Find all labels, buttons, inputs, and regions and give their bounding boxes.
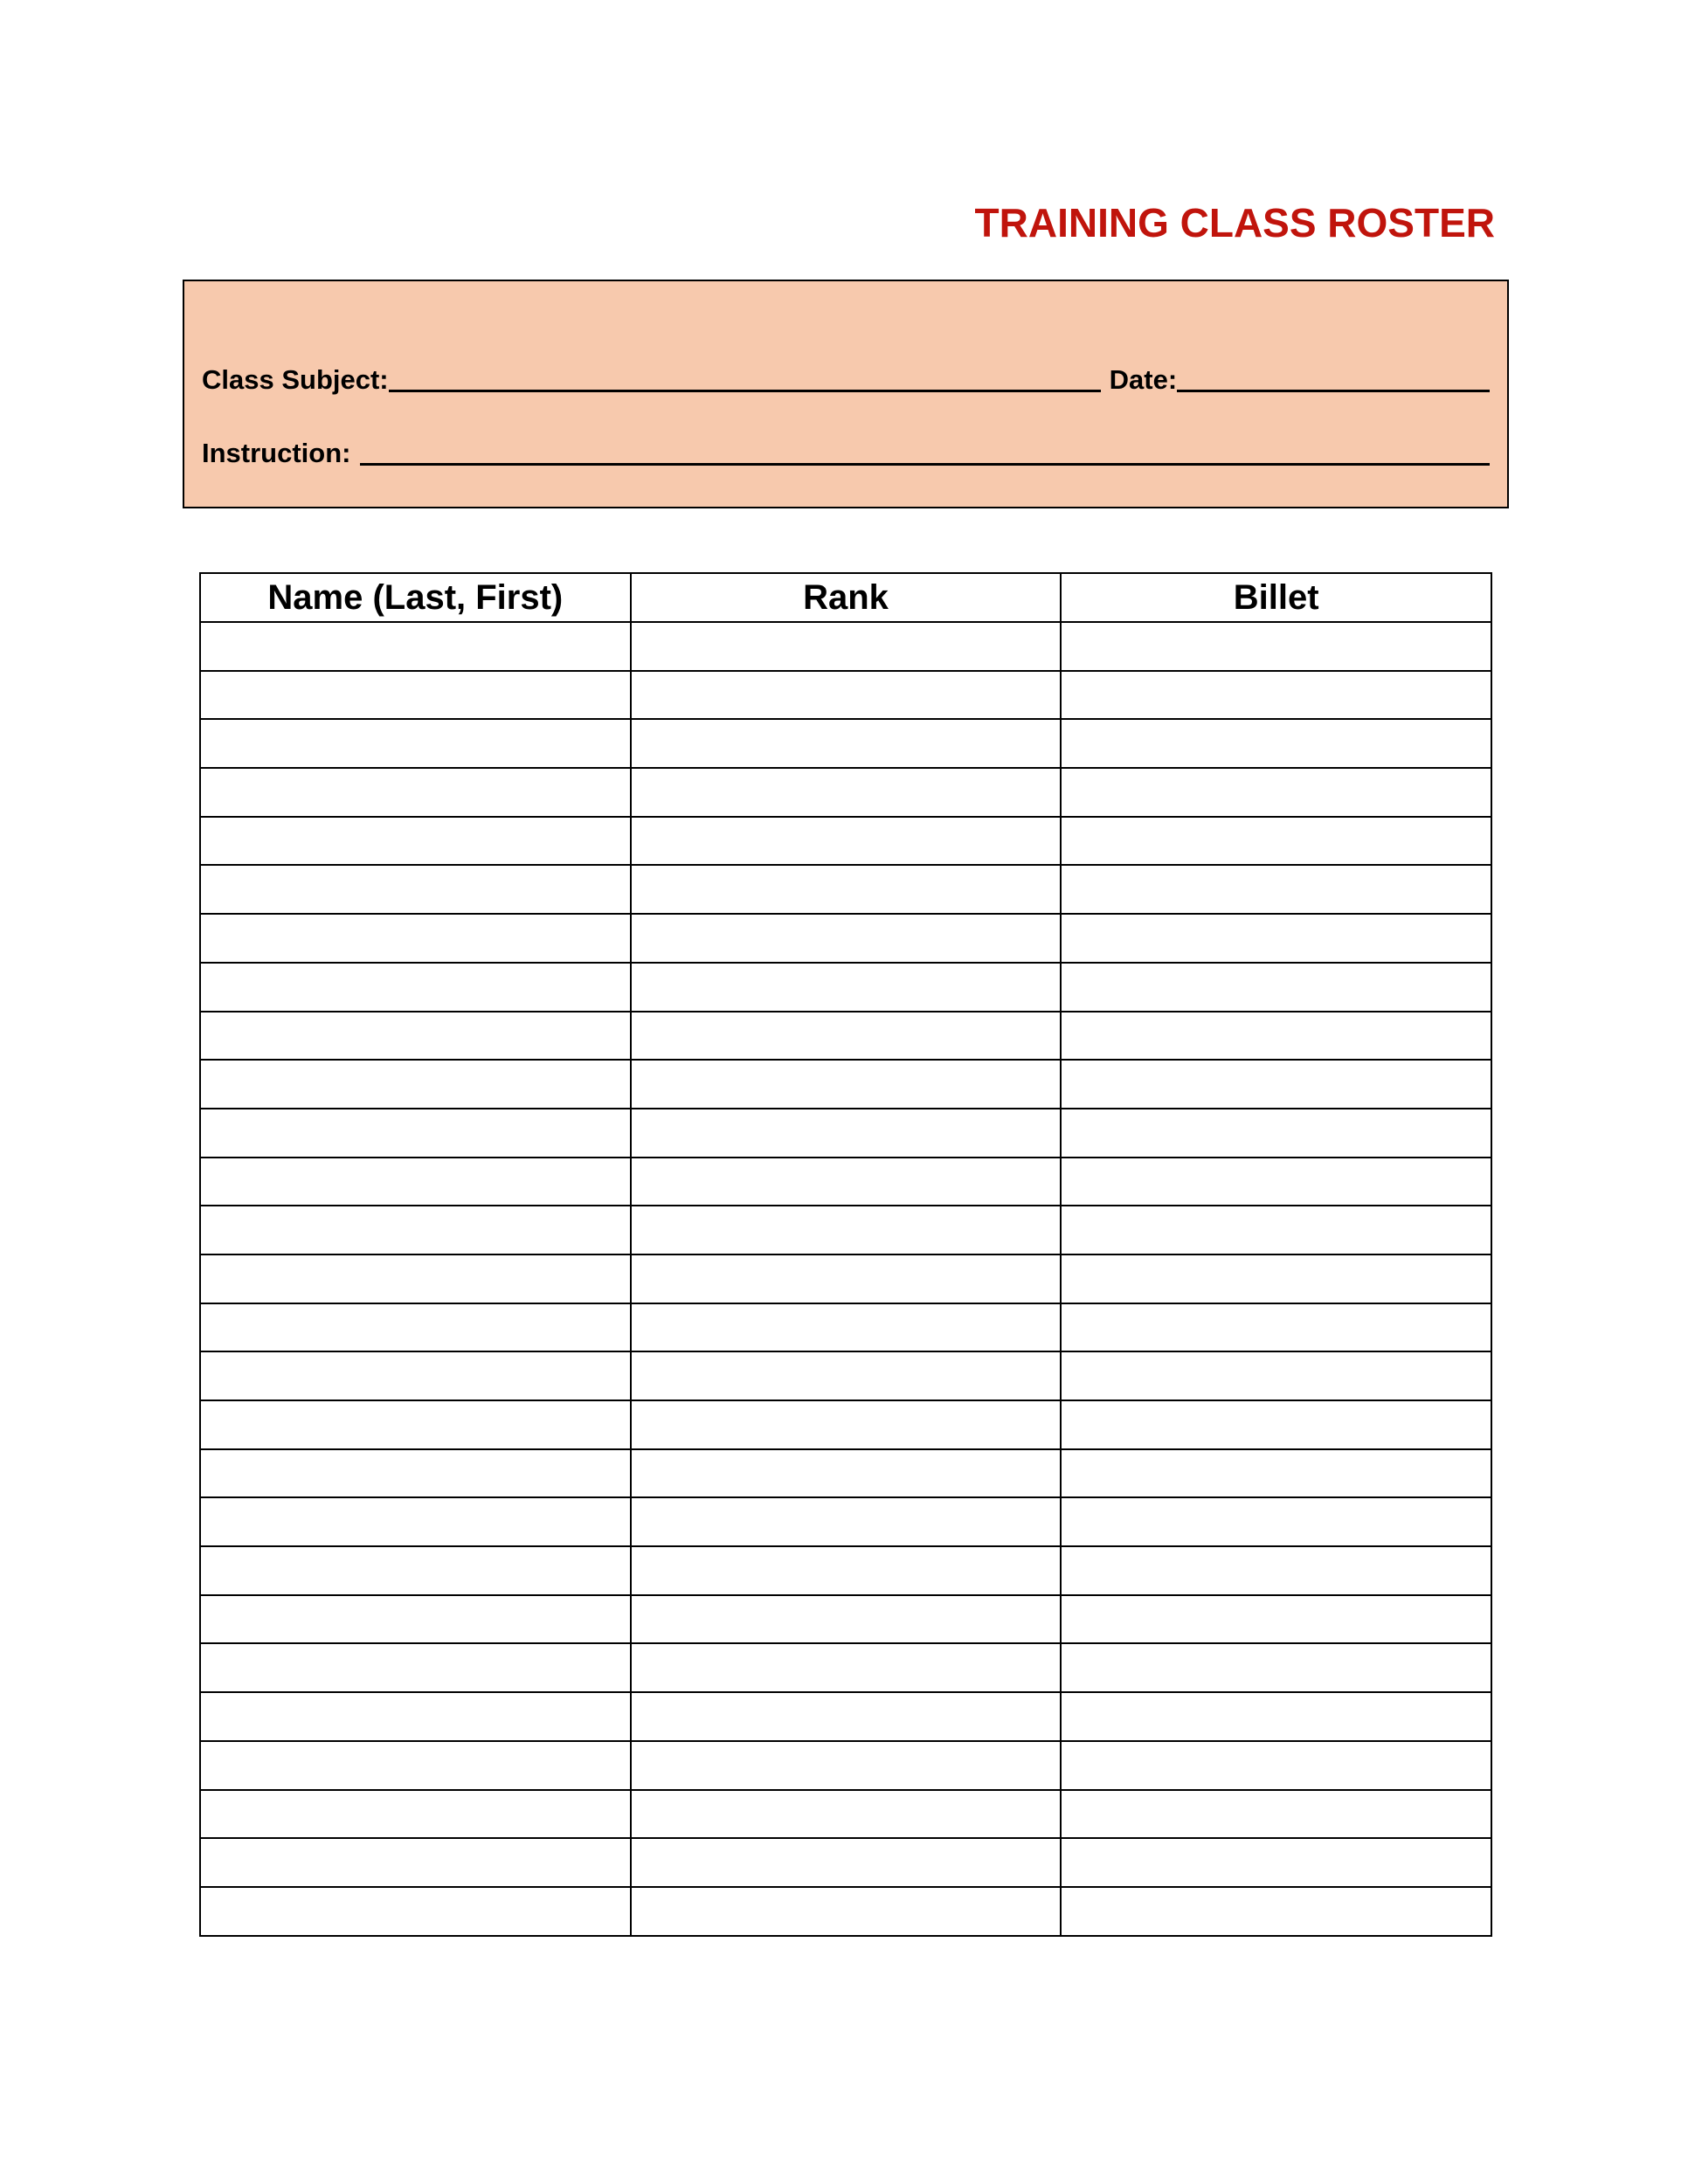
rank-cell[interactable] — [631, 1838, 1062, 1887]
date-label: Date: — [1109, 364, 1178, 395]
name-cell[interactable] — [200, 1109, 631, 1158]
roster-header-row — [200, 573, 1491, 622]
rank-cell[interactable] — [631, 1351, 1062, 1400]
name-cell[interactable] — [200, 622, 631, 671]
roster-row — [200, 1692, 1491, 1741]
name-cell[interactable] — [200, 1790, 631, 1839]
billet-cell[interactable] — [1061, 1060, 1491, 1109]
name-cell[interactable] — [200, 865, 631, 914]
billet-cell[interactable] — [1061, 1158, 1491, 1206]
roster-row — [200, 1158, 1491, 1206]
rank-cell[interactable] — [631, 1643, 1062, 1692]
billet-cell[interactable] — [1061, 1887, 1491, 1936]
rank-cell[interactable] — [631, 622, 1062, 671]
billet-cell[interactable] — [1061, 1497, 1491, 1546]
billet-cell[interactable] — [1061, 1595, 1491, 1644]
rank-cell[interactable] — [631, 1790, 1062, 1839]
name-cell[interactable] — [200, 1595, 631, 1644]
billet-cell[interactable] — [1061, 914, 1491, 963]
billet-cell[interactable] — [1061, 1012, 1491, 1061]
name-cell[interactable] — [200, 1254, 631, 1303]
roster-row — [200, 1206, 1491, 1254]
rank-cell[interactable] — [631, 1012, 1062, 1061]
roster-row — [200, 1887, 1491, 1936]
billet-cell[interactable] — [1061, 1254, 1491, 1303]
roster-row — [200, 1838, 1491, 1887]
name-cell[interactable] — [200, 768, 631, 817]
roster-row — [200, 671, 1491, 720]
name-cell[interactable] — [200, 914, 631, 963]
billet-cell[interactable] — [1061, 1109, 1491, 1158]
roster-row — [200, 719, 1491, 768]
billet-cell[interactable] — [1061, 622, 1491, 671]
instruction-label: Instruction: — [202, 438, 351, 468]
roster-row — [200, 1790, 1491, 1839]
rank-cell[interactable] — [631, 1595, 1062, 1644]
rank-cell[interactable] — [631, 1060, 1062, 1109]
roster-table — [199, 572, 1492, 1937]
billet-cell[interactable] — [1061, 768, 1491, 817]
roster-row — [200, 622, 1491, 671]
name-cell[interactable] — [200, 1546, 631, 1595]
rank-cell[interactable] — [631, 1741, 1062, 1790]
rank-cell[interactable] — [631, 768, 1062, 817]
rank-cell[interactable] — [631, 1109, 1062, 1158]
roster-row — [200, 1400, 1491, 1449]
class-subject-field[interactable] — [389, 358, 1101, 392]
roster-row — [200, 865, 1491, 914]
billet-cell[interactable] — [1061, 1303, 1491, 1352]
name-cell[interactable] — [200, 1692, 631, 1741]
roster-row — [200, 1351, 1491, 1400]
rank-cell[interactable] — [631, 1158, 1062, 1206]
roster-row — [200, 1254, 1491, 1303]
rank-cell[interactable] — [631, 1546, 1062, 1595]
billet-cell[interactable] — [1061, 719, 1491, 768]
rank-cell[interactable] — [631, 1303, 1062, 1352]
name-cell[interactable] — [200, 1887, 631, 1936]
name-cell[interactable] — [200, 1158, 631, 1206]
billet-cell[interactable] — [1061, 817, 1491, 866]
name-cell[interactable] — [200, 1060, 631, 1109]
rank-cell[interactable] — [631, 1497, 1062, 1546]
billet-cell[interactable] — [1061, 865, 1491, 914]
rank-cell[interactable] — [631, 914, 1062, 963]
instruction-line — [202, 432, 1490, 469]
name-cell[interactable] — [200, 1351, 631, 1400]
rank-cell[interactable] — [631, 719, 1062, 768]
rank-cell[interactable] — [631, 1206, 1062, 1254]
name-cell[interactable] — [200, 671, 631, 720]
name-cell[interactable] — [200, 1449, 631, 1498]
billet-cell[interactable] — [1061, 1449, 1491, 1498]
billet-cell[interactable] — [1061, 1741, 1491, 1790]
roster-row — [200, 1643, 1491, 1692]
roster-row — [200, 1497, 1491, 1546]
name-cell[interactable] — [200, 719, 631, 768]
rank-cell[interactable] — [631, 963, 1062, 1012]
roster-row — [200, 1060, 1491, 1109]
rank-cell[interactable] — [631, 1400, 1062, 1449]
billet-cell[interactable] — [1061, 1692, 1491, 1741]
roster-row — [200, 1546, 1491, 1595]
roster-row — [200, 768, 1491, 817]
roster-row — [200, 1303, 1491, 1352]
name-cell[interactable] — [200, 1838, 631, 1887]
name-cell[interactable] — [200, 1206, 631, 1254]
rank-cell[interactable] — [631, 817, 1062, 866]
name-cell[interactable] — [200, 963, 631, 1012]
roster-row — [200, 963, 1491, 1012]
roster-row — [200, 914, 1491, 963]
billet-cell[interactable] — [1061, 963, 1491, 1012]
name-cell[interactable] — [200, 817, 631, 866]
instruction-field[interactable] — [360, 432, 1491, 466]
billet-cell[interactable] — [1061, 1351, 1491, 1400]
roster-row — [200, 1741, 1491, 1790]
rank-cell[interactable] — [631, 671, 1062, 720]
name-cell[interactable] — [200, 1012, 631, 1061]
column-header-billet: Billet — [1061, 573, 1491, 622]
name-cell[interactable] — [200, 1400, 631, 1449]
rank-cell[interactable] — [631, 1692, 1062, 1741]
billet-cell[interactable] — [1061, 1838, 1491, 1887]
billet-cell[interactable] — [1061, 1546, 1491, 1595]
date-field[interactable] — [1177, 358, 1490, 392]
name-cell[interactable] — [200, 1303, 631, 1352]
name-cell[interactable] — [200, 1643, 631, 1692]
column-header-rank: Rank — [631, 573, 1062, 622]
billet-cell[interactable] — [1061, 1643, 1491, 1692]
name-cell[interactable] — [200, 1497, 631, 1546]
document-title: TRAINING CLASS ROSTER — [974, 200, 1495, 245]
rank-cell[interactable] — [631, 865, 1062, 914]
rank-cell[interactable] — [631, 1887, 1062, 1936]
roster-row — [200, 1449, 1491, 1498]
name-cell[interactable] — [200, 1741, 631, 1790]
class-subject-label: Class Subject: — [202, 364, 389, 395]
roster-row — [200, 817, 1491, 866]
subject-date-line — [202, 358, 1490, 396]
billet-cell[interactable] — [1061, 1790, 1491, 1839]
roster-row — [200, 1109, 1491, 1158]
roster-row — [200, 1595, 1491, 1644]
billet-cell[interactable] — [1061, 1400, 1491, 1449]
column-header-name: Name (Last, First) — [200, 573, 631, 622]
billet-cell[interactable] — [1061, 1206, 1491, 1254]
rank-cell[interactable] — [631, 1254, 1062, 1303]
rank-cell[interactable] — [631, 1449, 1062, 1498]
roster-row — [200, 1012, 1491, 1061]
roster-body — [200, 622, 1491, 1936]
billet-cell[interactable] — [1061, 671, 1491, 720]
class-info-box — [183, 280, 1509, 508]
